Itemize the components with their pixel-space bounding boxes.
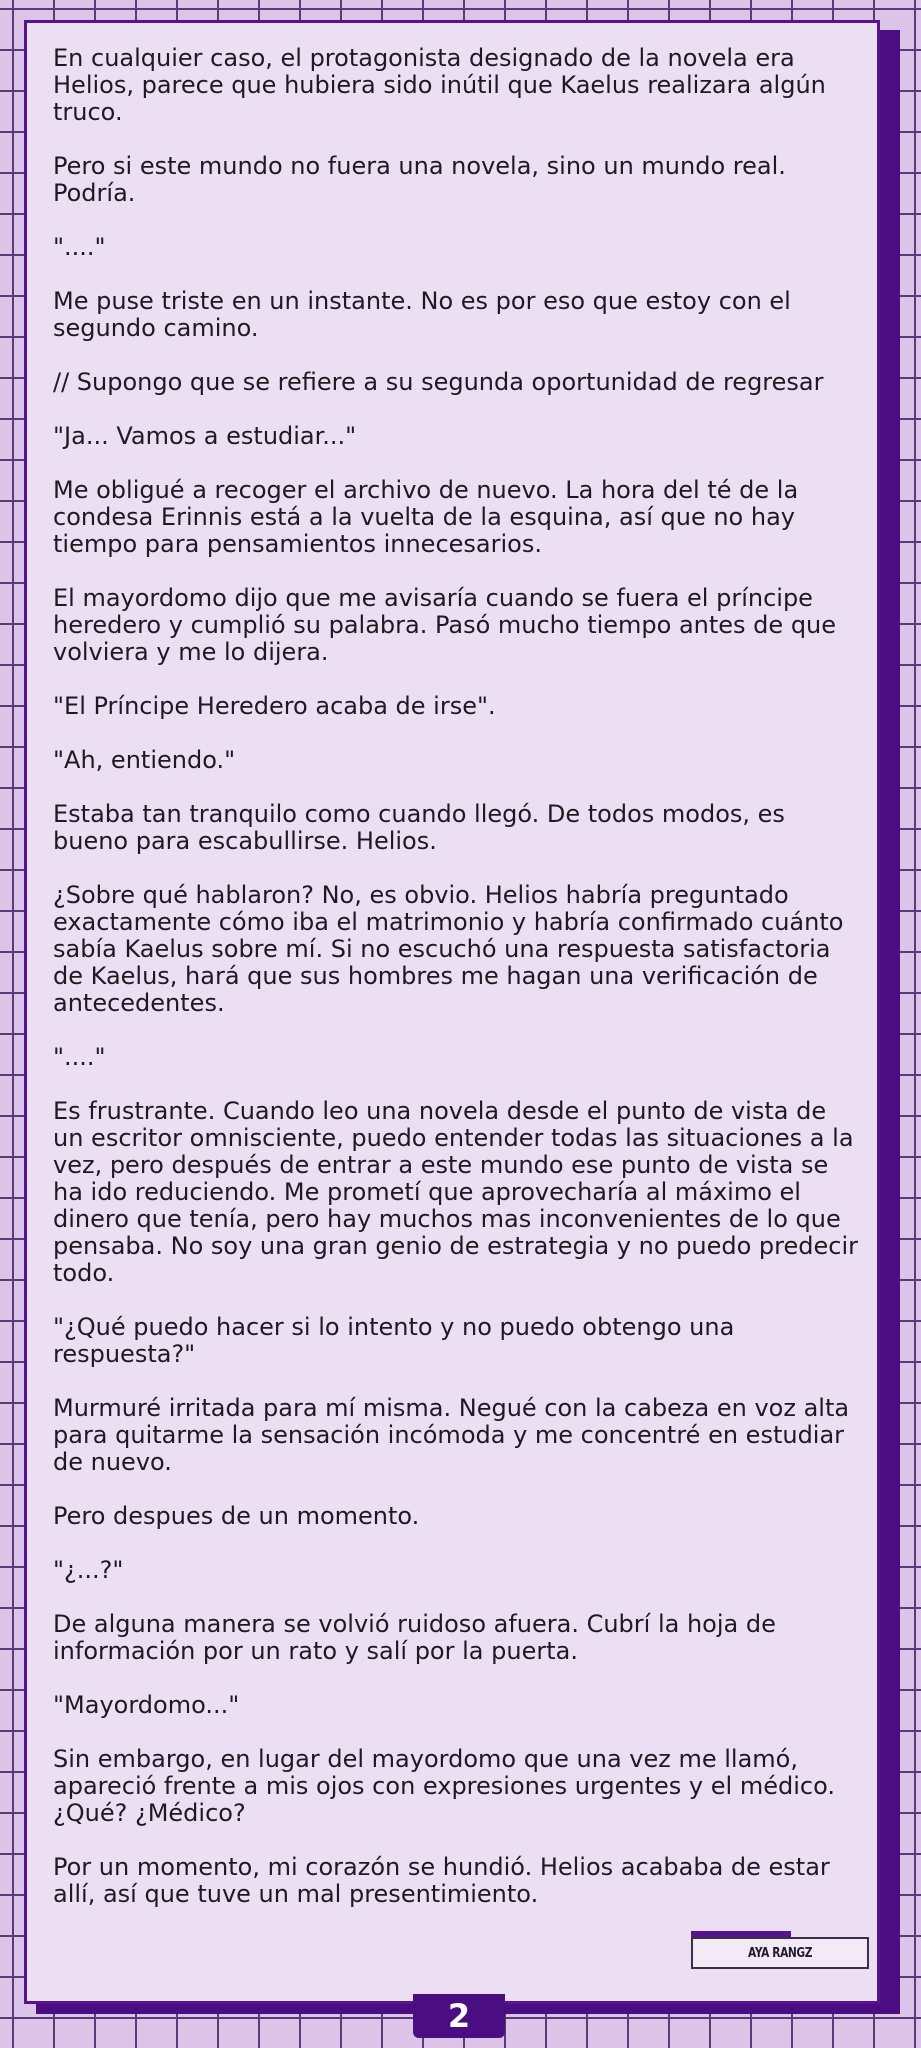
paragraph: Estaba tan tranquilo como cuando llegó. De todos modos, es bueno para escabullirse. Helios. — [53, 800, 785, 855]
paragraph: El mayordomo dijo que me avisaría cuando se fuera el príncipe heredero y cumplió su palabra. Pasó mucho tiempo antes de que volviera y me lo dijera. — [53, 584, 837, 666]
paragraph: Me puse triste en un instante. No es por eso que estoy con el segundo camino. — [53, 287, 791, 342]
paragraph: Por un momento, mi corazón se hundió. Helios acababa de estar allí, así que tuve un mal presentimiento. — [53, 1853, 830, 1908]
paragraph: ¿Sobre qué hablaron? No, es obvio. Helios habría preguntado exactamente cómo iba el matrimonio y habría confirmado cuánto sabía Kaelus sobre mí. Si no escuchó una respuesta satisfactoria de Kaelus, hará que sus hombres me hagan una verificación de antecedentes. — [53, 881, 844, 1017]
story-text — [53, 45, 859, 1935]
paragraph: "...." — [53, 233, 106, 261]
paragraph: "El Príncipe Heredero acaba de irse". — [53, 692, 496, 720]
page-number: 2 — [447, 1997, 471, 2035]
paragraph: "...." — [53, 1043, 106, 1071]
paragraph: Sin embargo, en lugar del mayordomo que una vez me llamó, apareció frente a mis ojos con expresiones urgentes y el médico. ¿Qué? ¿Médico? — [53, 1745, 835, 1827]
paragraph: En cualquier caso, el protagonista designado de la novela era Helios, parece que hubiera sido inútil que Kaelus realizara algún truco. — [53, 44, 826, 126]
paragraph: "¿Qué puedo hacer si lo intento y no puedo obtengo una respuesta?" — [53, 1313, 735, 1368]
paragraph: Me obligué a recoger el archivo de nuevo. La hora del té de la condesa Erinnis está a la vuelta de la esquina, así que no hay tiempo para pensamientos innecesarios. — [53, 476, 799, 558]
paragraph: Pero despues de un momento. — [53, 1502, 420, 1530]
paragraph: De alguna manera se volvió ruidoso afuera. Cubrí la hoja de información por un rato y salí por la puerta. — [53, 1610, 776, 1665]
page-number-tab — [413, 1994, 505, 2038]
paragraph: "Ah, entiendo." — [53, 746, 236, 774]
watermark-logo — [691, 1937, 869, 1969]
paragraph: "¿...?" — [53, 1556, 124, 1584]
paragraph: Es frustrante. Cuando leo una novela desde el punto de vista de un escritor omnisciente, puedo entender todas las situaciones a la vez, pero después de entrar a este mundo ese punto de vista se ha ido reduciendo. Me prometí que aprovecharía al máximo el dinero que tenía, pero hay muchos mas inconvenientes de lo que pensaba. No soy una gran genio de estrategia y no puedo predecir todo. — [53, 1097, 858, 1287]
paragraph: Pero si este mundo no fuera una novela, sino un mundo real. Podría. — [53, 152, 786, 207]
paragraph: // Supongo que se refiere a su segunda oportunidad de regresar — [53, 368, 824, 396]
paragraph: "Ja... Vamos a estudiar..." — [53, 422, 357, 450]
text-page — [24, 20, 880, 2004]
watermark-accent-bar — [691, 1931, 791, 1937]
paragraph: Murmuré irritada para mí misma. Negué con la cabeza en voz alta para quitarme la sensación incómoda y me concentré en estudiar de nuevo. — [53, 1394, 850, 1476]
paragraph: "Mayordomo..." — [53, 1691, 240, 1719]
watermark-text: AYA RANGZ — [747, 1945, 813, 1961]
